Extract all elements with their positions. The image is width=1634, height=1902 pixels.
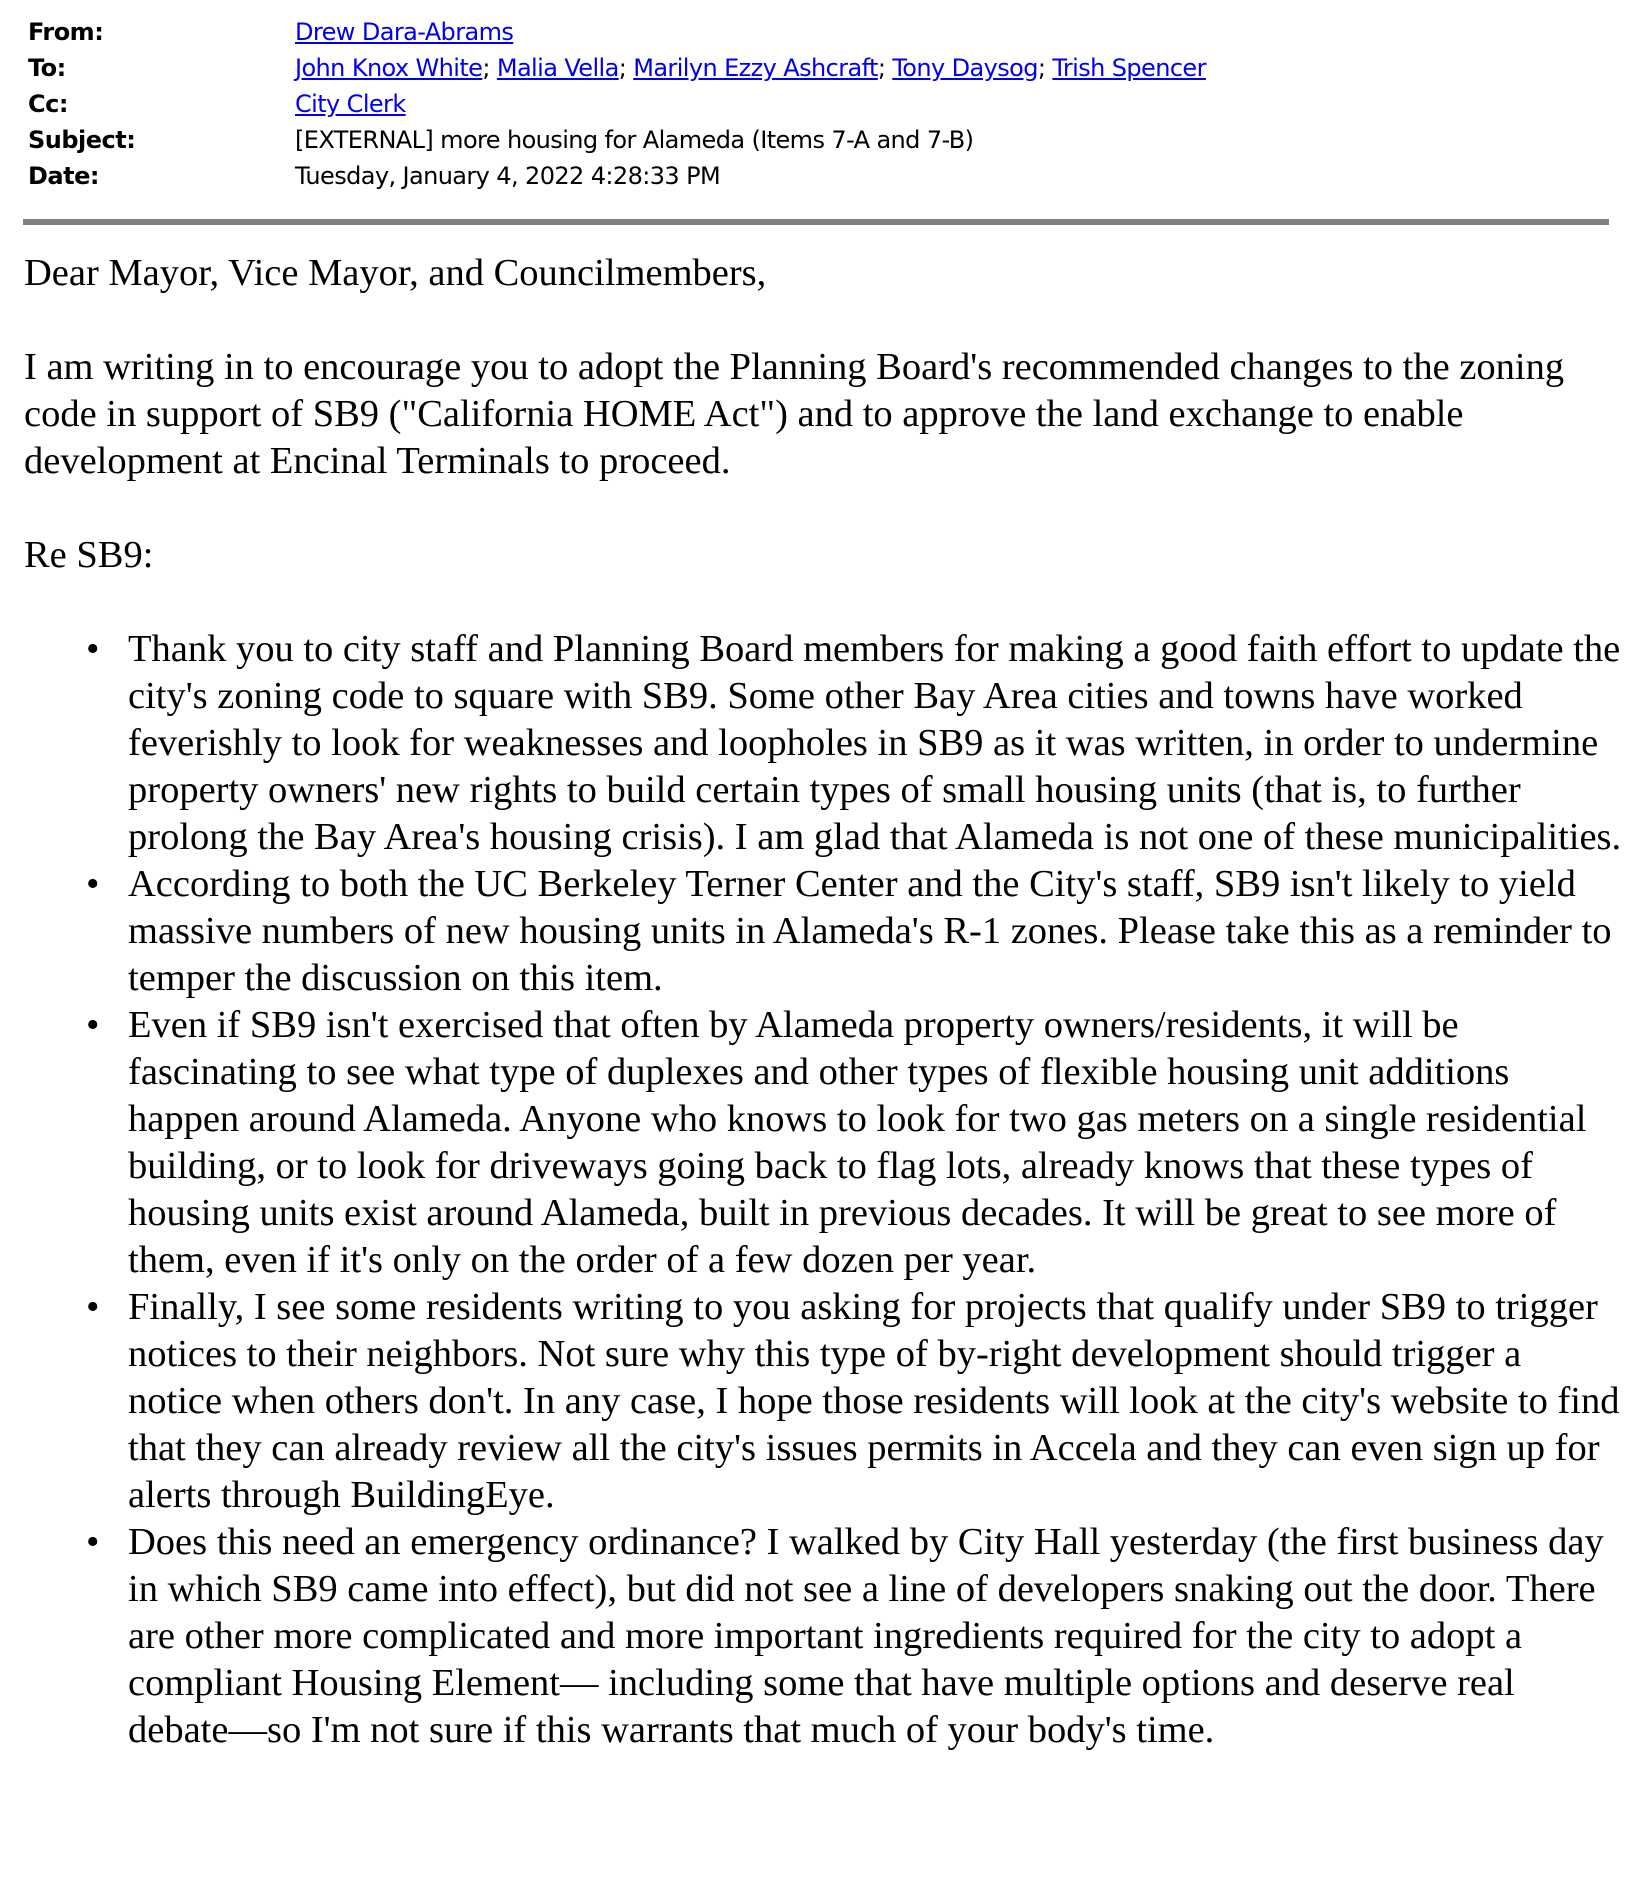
cc-label: Cc: bbox=[28, 90, 68, 118]
recipients bbox=[295, 50, 1206, 86]
separator: ; bbox=[1037, 54, 1053, 82]
list-item bbox=[24, 1002, 1624, 1284]
bullet-list bbox=[24, 626, 1624, 1754]
from-label: From: bbox=[28, 18, 104, 46]
date-value: Tuesday, January 4, 2022 4:28:33 PM bbox=[295, 162, 721, 190]
list-item bbox=[24, 626, 1624, 861]
date-row bbox=[28, 158, 1206, 194]
intro-paragraph: I am writing in to encourage you to adopt the Planning Board's recommended changes to the zoning code in support of SB9 ("California HOME Act") and to approve the land exchange to enable development at Encinal Terminals to proceed. bbox=[24, 346, 1565, 482]
separator: ; bbox=[877, 54, 893, 82]
greeting: Dear Mayor, Vice Mayor, and Councilmembers, bbox=[24, 252, 767, 294]
subject-label: Subject: bbox=[28, 126, 136, 154]
subject-row bbox=[28, 122, 1206, 158]
separator: ; bbox=[482, 54, 497, 82]
header-divider bbox=[23, 219, 1609, 225]
email-header bbox=[28, 14, 1206, 194]
section-heading: Re SB9: bbox=[24, 534, 154, 576]
bullet-icon: • bbox=[86, 863, 100, 905]
recipient-link[interactable]: Tony Daysog bbox=[892, 54, 1038, 82]
sender-link[interactable]: Drew Dara-Abrams bbox=[295, 18, 514, 46]
email-body bbox=[24, 250, 1624, 1754]
list-item bbox=[24, 861, 1624, 1002]
subject-value: [EXTERNAL] more housing for Alameda (Items 7-A and 7-B) bbox=[295, 126, 974, 154]
bullet-icon: • bbox=[86, 628, 100, 670]
bullet-icon: • bbox=[86, 1004, 100, 1046]
list-item-text: Thank you to city staff and Planning Board members for making a good faith effort to update the city's zoning code to square with SB9. Some other Bay Area cities and towns have worked feverishly to look for weaknesses and loopholes in SB9 as it was written, in order to undermine property owners' new rights to build certain types of small housing units (that is, to further prolong the Bay Area's housing crisis). I am glad that Alameda is not one of these municipalities. bbox=[128, 628, 1622, 858]
date-label: Date: bbox=[28, 162, 99, 190]
recipient-link[interactable]: Malia Vella bbox=[496, 54, 619, 82]
bullet-icon: • bbox=[86, 1521, 100, 1563]
list-item-text: Does this need an emergency ordinance? I walked by City Hall yesterday (the first business day in which SB9 came into effect), but did not see a line of developers snaking out the door. There are other more complicated and more important ingredients required for the city to adopt a compliant Housing Element— including some that have multiple options and deserve real debate—so I'm not sure if this warrants that much of your body's time. bbox=[128, 1521, 1604, 1751]
list-item bbox=[24, 1284, 1624, 1519]
cc-row bbox=[28, 86, 1206, 122]
list-item bbox=[24, 1519, 1624, 1754]
to-label: To: bbox=[28, 54, 66, 82]
list-item-text: Finally, I see some residents writing to you asking for projects that qualify under SB9 to trigger notices to their neighbors. Not sure why this type of by-right development should trigger a notice when others don't. In any case, I hope those residents will look at the city's website to find that they can already review all the city's issues permits in Accela and they can even sign up for alerts through BuildingEye. bbox=[128, 1286, 1620, 1516]
list-item-text: According to both the UC Berkeley Terner Center and the City's staff, SB9 isn't likely to yield massive numbers of new housing units in Alameda's R-1 zones. Please take this as a reminder to temper the discussion on this item. bbox=[128, 863, 1612, 999]
recipient-link[interactable]: Trish Spencer bbox=[1052, 54, 1206, 82]
recipient-link[interactable]: John Knox White bbox=[295, 54, 483, 82]
cc-link[interactable]: City Clerk bbox=[295, 90, 406, 118]
bullet-icon: • bbox=[86, 1286, 100, 1328]
from-row bbox=[28, 14, 1206, 50]
to-row bbox=[28, 50, 1206, 86]
list-item-text: Even if SB9 isn't exercised that often by Alameda property owners/residents, it will be fascinating to see what type of duplexes and other types of flexible housing unit additions happen around Alameda. Anyone who knows to look for two gas meters on a single residential building, or to look for driveways going back to flag lots, already knows that these types of housing units exist around Alameda, built in previous decades. It will be great to see more of them, even if it's only on the order of a few dozen per year. bbox=[128, 1004, 1587, 1281]
separator: ; bbox=[618, 54, 634, 82]
recipient-link[interactable]: Marilyn Ezzy Ashcraft bbox=[633, 54, 878, 82]
